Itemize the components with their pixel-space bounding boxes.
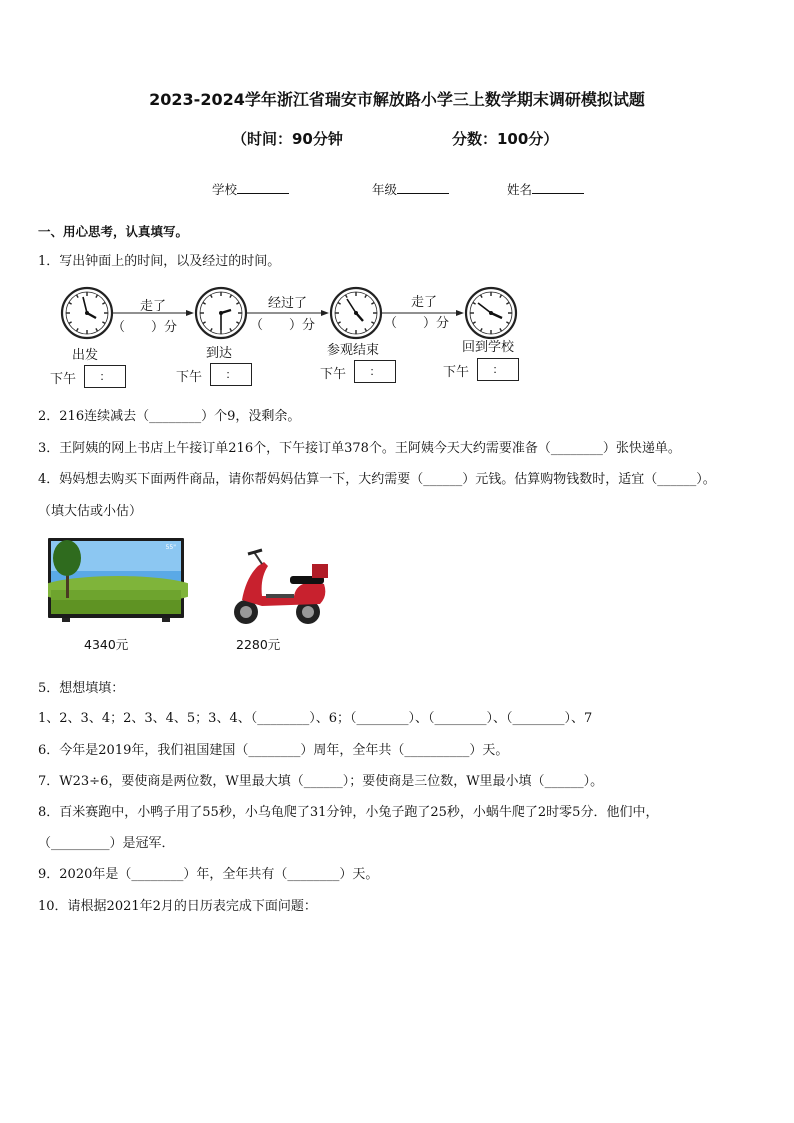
- grade-blank: [397, 181, 449, 194]
- period-label: 下午: [176, 370, 203, 385]
- school-label: 学校: [212, 182, 238, 197]
- clock-label: 参观结束: [327, 343, 380, 358]
- time-label: （时间：90分钟: [232, 130, 343, 148]
- question-10: 10．请根据2021年2月的日历表完成下面问题：: [38, 899, 317, 914]
- period-label: 下午: [443, 365, 470, 380]
- question-4: 4．妈妈想去购买下面两件商品，请你帮妈妈估算一下，大约需要（______）元钱。估算购物钱数时，适宜（______）。: [38, 472, 716, 487]
- arrow-bottom-label: （ ）分: [384, 316, 450, 331]
- clock-label: 出发: [72, 348, 99, 363]
- period-label: 下午: [50, 372, 77, 387]
- arrow-top-label: 走了: [140, 299, 167, 314]
- question-5-sequence: 1、2、3、4；2、3、4、5；3、4、（________）、6；（________）、（________）、（________）、7: [38, 711, 593, 726]
- clock-icon: [466, 288, 516, 338]
- question-9: 9．2020年是（________）年，全年共有（________）天。: [38, 867, 379, 882]
- question-2: 2．216连续减去（________）个9，没剩余。: [38, 409, 301, 424]
- time-answer-box[interactable]: ：: [354, 360, 396, 383]
- score-label: 分数：100分）: [452, 130, 559, 148]
- time-answer-box[interactable]: ：: [210, 363, 252, 386]
- arrow-top-label: 经过了: [268, 296, 308, 311]
- question-8: 8．百米赛跑中，小鸭子用了55秒，小乌龟爬了31分钟，小兔子跑了25秒，小蜗牛爬了2时零5分．他们中，: [38, 805, 659, 820]
- name-field: [507, 180, 584, 198]
- clock-label: 回到学校: [462, 340, 515, 355]
- name-blank: [532, 181, 584, 194]
- arrow-bottom-label: （ ）分: [112, 320, 178, 335]
- question-5: 5．想想填填：: [38, 681, 125, 696]
- clock-icon: [62, 288, 112, 338]
- question-6: 6．今年是2019年，我们祖国建国（________）周年，全年共（__________）天。: [38, 743, 509, 758]
- question-7: 7．W23÷6，要使商是两位数，W里最大填（______）；要使商是三位数，W里最小填（______）。: [38, 774, 604, 789]
- arrow-top-label: 走了: [411, 295, 438, 310]
- section-heading: 一、用心思考，认真填写。: [38, 224, 189, 239]
- page-title: 2023-2024学年浙江省瑞安市解放路小学三上数学期末调研模拟试题: [149, 90, 645, 109]
- question-8-cont: （_________）是冠军．: [38, 836, 175, 851]
- period-label: 下午: [320, 367, 347, 382]
- tv-size-label: 55": [165, 544, 176, 551]
- arrow-bottom-label: （ ）分: [250, 318, 316, 333]
- clock-icon: [331, 288, 381, 338]
- question-3: 3．王阿姨的网上书店上午接订单216个，下午接订单378个。王阿姨今天大约需要准备（________）张快递单。: [38, 441, 681, 456]
- time-answer-box[interactable]: ：: [477, 358, 519, 381]
- school-field: [212, 180, 289, 198]
- clock-label: 到达: [206, 346, 233, 361]
- school-blank: [237, 181, 289, 194]
- clock-icon: [196, 288, 246, 338]
- tv-price: 4340元: [84, 637, 129, 652]
- name-label: 姓名: [507, 182, 533, 197]
- scooter-price: 2280元: [236, 637, 281, 652]
- grade-field: [372, 180, 449, 198]
- question-1: 1．写出钟面上的时间，以及经过的时间。: [38, 254, 281, 269]
- time-answer-box[interactable]: ：: [84, 365, 126, 388]
- tv-image: [48, 538, 188, 626]
- scooter-image: [232, 548, 332, 628]
- question-4-note: （填大估或小估）: [38, 504, 143, 519]
- grade-label: 年级: [372, 182, 398, 197]
